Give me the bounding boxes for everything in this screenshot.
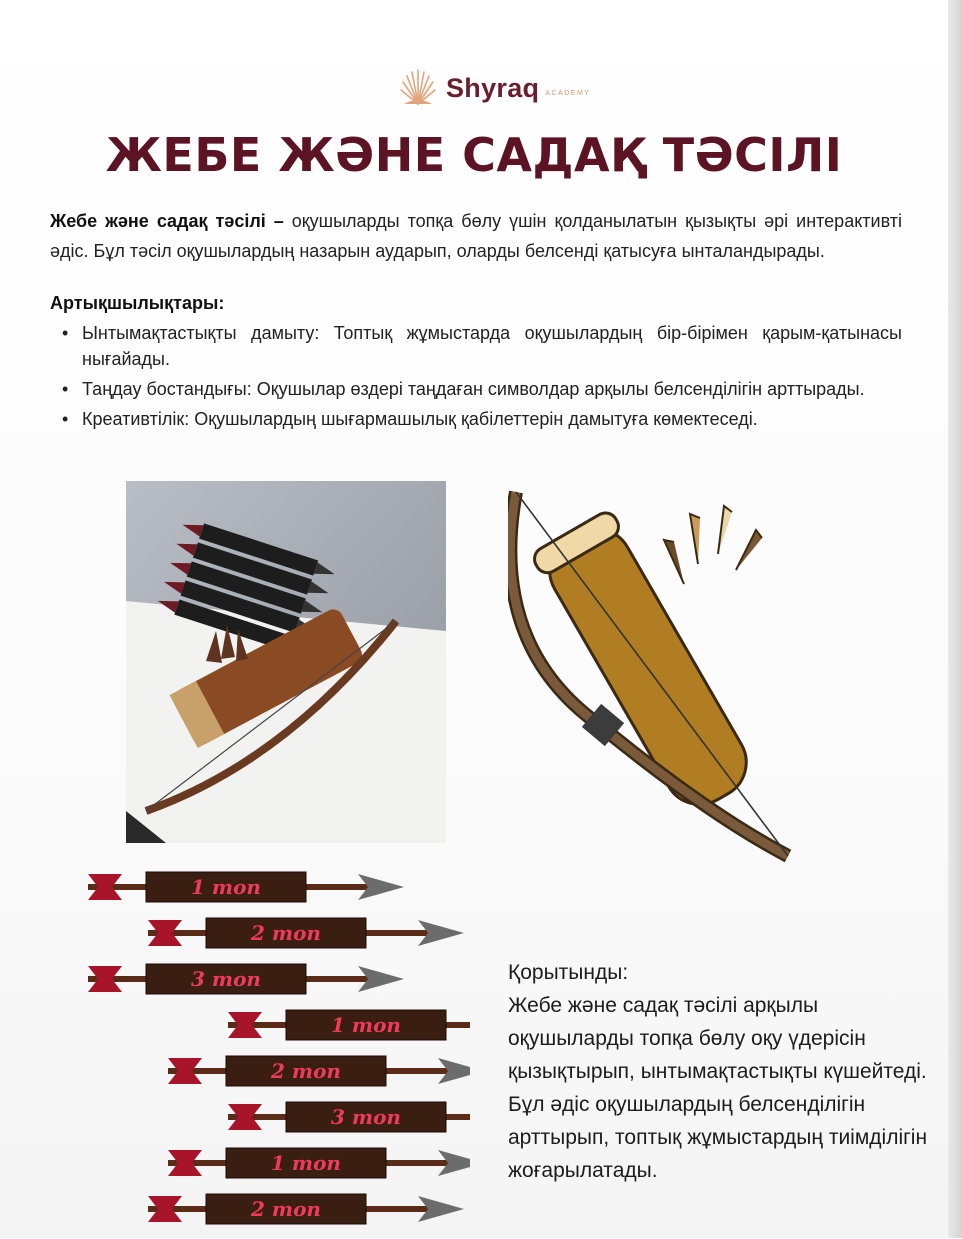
brand-sub: ACADEMY — [545, 89, 591, 97]
arrow-card — [88, 872, 404, 902]
arrow-card — [228, 1102, 470, 1132]
bow-quiver-clipart — [508, 484, 808, 864]
conclusion — [508, 956, 928, 1187]
page-title: ЖЕБЕ ЖӘНЕ САДАҚ ТӘСІЛІ — [105, 128, 843, 182]
advantages-heading: Артықшылықтары: — [50, 293, 225, 313]
bullet-icon: • — [62, 323, 69, 343]
bullet-icon: • — [62, 409, 69, 429]
arrow-card — [148, 1194, 464, 1224]
list-item — [62, 376, 902, 402]
bullet-icon: • — [62, 379, 69, 399]
brand-name: Shyraq — [446, 72, 540, 103]
advantage-text: Креативтілік: Оқушылардың шығармашылық қабілеттерін дамытуға көмектеседі. — [82, 409, 758, 429]
list-item — [62, 320, 902, 372]
sunrise-logo-icon — [398, 64, 438, 112]
arrow-label: 1 топ — [331, 1013, 401, 1037]
arrow-card — [88, 964, 404, 994]
intro-term: Жебе және садақ тәсілі – — [50, 211, 284, 231]
conclusion-text: Жебе және садақ тәсілі арқылы оқушыларды топқа бөлу оқу үдерісін қызықтырып, ынтымақтастықты күшейтеді. Бұл әдіс оқушылардың белсенділігін арттырып, топтық жұмыстардың тиімділігін жоғарылатады. — [508, 994, 928, 1182]
page-edge — [948, 0, 962, 1238]
list-item — [62, 406, 902, 432]
conclusion-heading: Қорытынды: — [508, 961, 629, 984]
arrow-label: 3 топ — [191, 967, 261, 991]
arrow-label: 1 топ — [271, 1151, 341, 1175]
arrow-label: 2 топ — [251, 1197, 321, 1221]
arrow-cards-svg — [80, 858, 470, 1234]
arrow-card — [228, 1010, 470, 1040]
bow-and-arrows-photo — [126, 481, 446, 843]
photo-illustration — [126, 481, 446, 843]
arrow-label: 2 топ — [251, 921, 321, 945]
arrow-card — [148, 918, 464, 948]
arrow-label: 2 топ — [271, 1059, 341, 1083]
intro-paragraph — [50, 206, 902, 266]
arrow-label: 1 топ — [191, 875, 261, 899]
bow-icon — [508, 484, 808, 864]
arrow-cards — [80, 858, 470, 1234]
arrow-label: 3 топ — [331, 1105, 401, 1129]
advantages-list — [62, 320, 902, 436]
advantage-text: Ынтымақтастықты дамыту: Топтық жұмыстарда оқушылардың бір-бірімен қарым-қатынасы нығайады. — [82, 323, 902, 369]
intro-text: оқушыларды топқа бөлу үшін қолданылатын қызықты әрі интерактивті әдіс. Бұл тәсіл оқушылардың назарын аударып, оларды белсенді қатысуға ынталандырады. — [50, 211, 902, 261]
arrow-card — [168, 1148, 470, 1178]
arrow-card — [168, 1056, 470, 1086]
advantage-text: Таңдау бостандығы: Оқушылар өздері таңдаған символдар арқылы белсенділігін арттырады. — [82, 379, 865, 399]
brand-logo — [398, 60, 590, 116]
